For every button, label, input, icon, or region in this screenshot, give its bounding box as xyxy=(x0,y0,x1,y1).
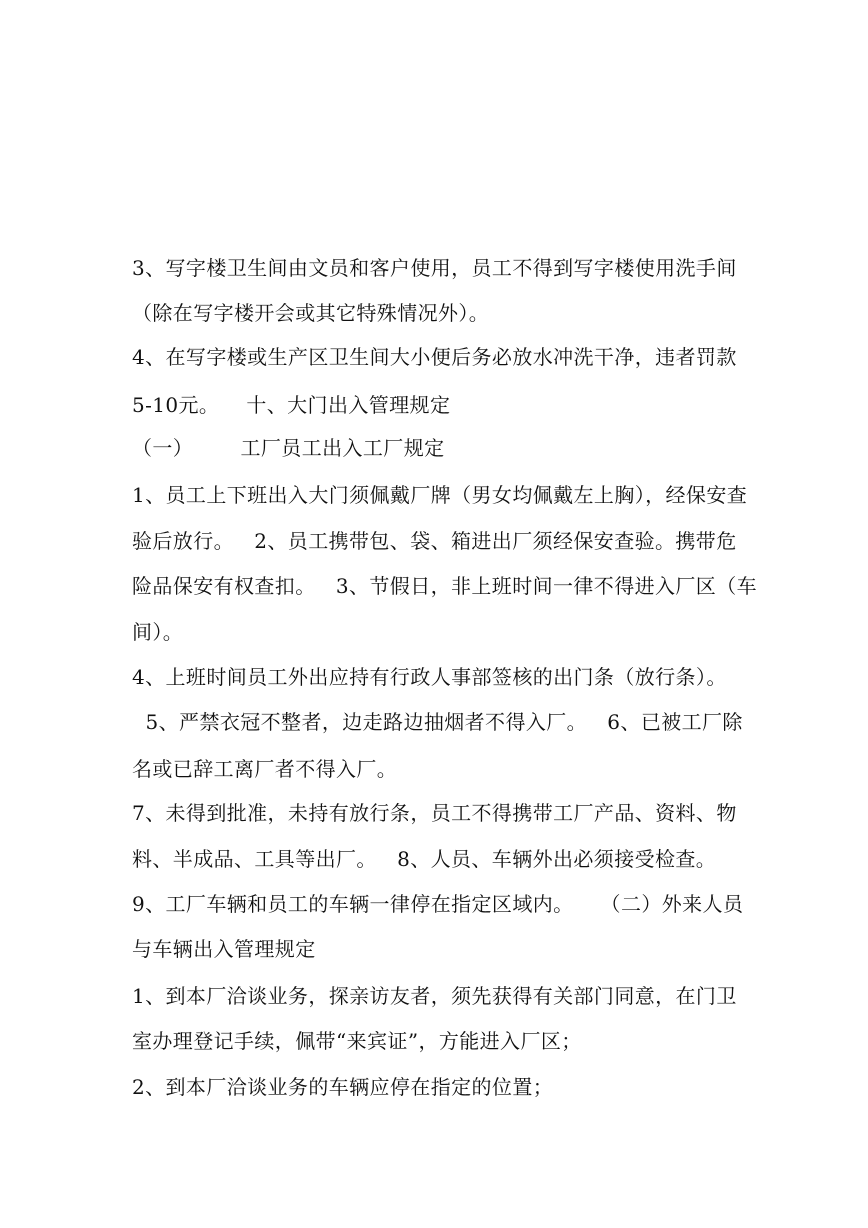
text-line: 3、写字楼卫生间由文员和客户使用，员工不得到写字楼使用洗手间 xyxy=(132,256,737,280)
text-line: 名或已辞工离厂者不得入厂。 xyxy=(132,757,398,781)
text-line: 4、在写字楼或生产区卫生间大小便后务必放水冲洗干净，违者罚款 xyxy=(132,345,737,369)
text-line: 5-10元。 十、大门出入管理规定 xyxy=(132,393,451,417)
text-line: 料、半成品、工具等出厂。 8、人员、车辆外出必须接受检查。 xyxy=(132,847,717,871)
text-line: 4、上班时间员工外出应持有行政人事部签核的出门条（放行条）。 xyxy=(132,665,727,689)
text-line: 险品保安有权查扣。 3、节假日，非上班时间一律不得进入厂区（车 xyxy=(132,574,757,598)
text-line: 室办理登记手续，佩带“来宾证”，方能进入厂区； xyxy=(132,1029,582,1053)
text-line: 2、到本厂洽谈业务的车辆应停在指定的位置； xyxy=(132,1075,554,1099)
text-line: 与车辆出入管理规定 xyxy=(132,937,316,961)
text-line: 验后放行。 2、员工携带包、袋、箱进出厂须经保安查验。携带危 xyxy=(132,529,737,553)
text-line: 9、工厂车辆和员工的车辆一律停在指定区域内。 （二）外来人员 xyxy=(132,892,744,916)
text-line: 1、到本厂洽谈业务，探亲访友者，须先获得有关部门同意，在门卫 xyxy=(132,984,737,1008)
text-line: 5、严禁衣冠不整者，边走路边抽烟者不得入厂。 6、已被工厂除 xyxy=(132,710,743,734)
text-line: 7、未得到批准，未持有放行条，员工不得携带工厂产品、资料、物 xyxy=(132,801,737,825)
text-line: 间）。 xyxy=(132,620,184,644)
text-line: 1、员工上下班出入大门须佩戴厂牌（男女均佩戴左上胸），经保安查 xyxy=(132,483,748,507)
text-line: （一） 工厂员工出入工厂规定 xyxy=(132,436,445,460)
text-line: （除在写字楼开会或其它特殊情况外）。 xyxy=(132,301,490,325)
